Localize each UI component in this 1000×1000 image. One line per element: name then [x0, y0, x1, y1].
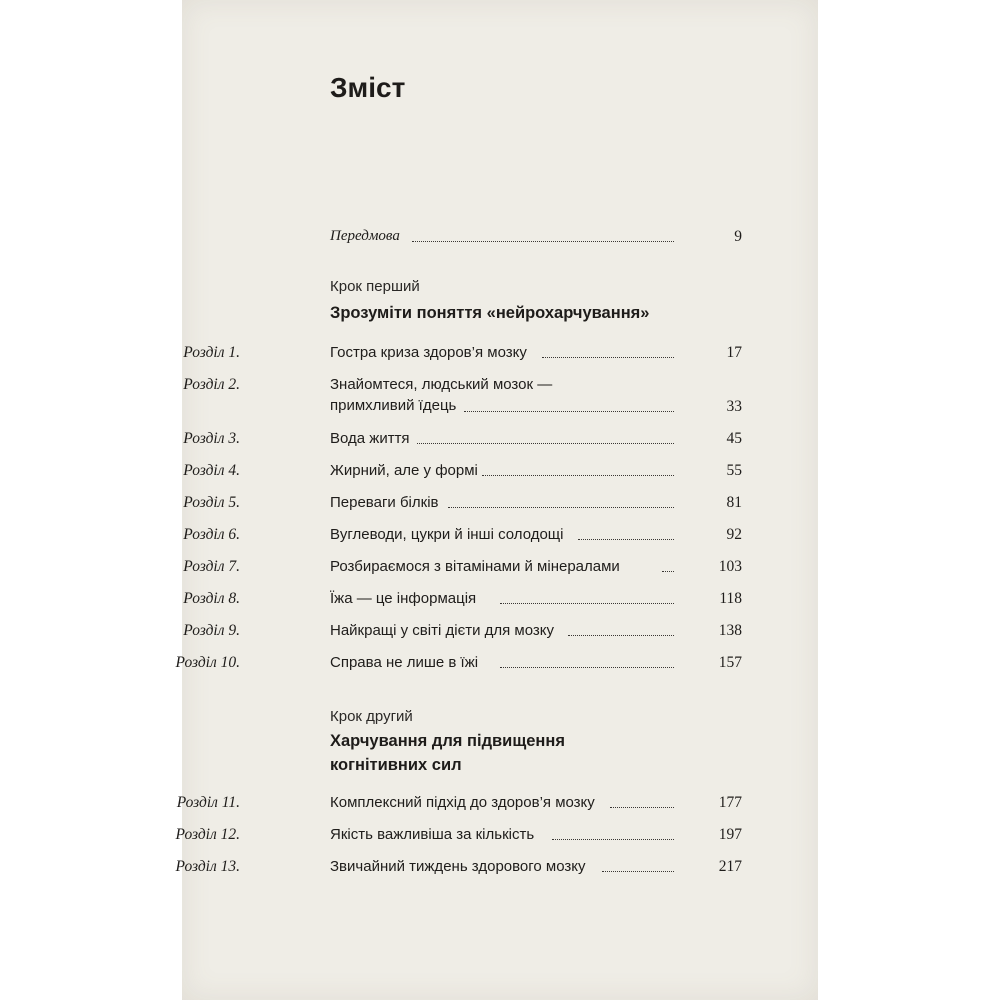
chapter-page: 118: [719, 590, 742, 607]
preface-page: 9: [734, 228, 742, 245]
chapter-page: 81: [726, 494, 742, 511]
toc-row-chapter-11: [176, 794, 742, 820]
chapter-label: Розділ 6.: [183, 526, 240, 543]
chapter-page: 17: [726, 344, 742, 361]
step2-kicker: Крок другий: [330, 708, 413, 725]
chapter-label: Розділ 5.: [183, 494, 240, 511]
chapter-label: Розділ 10.: [175, 654, 240, 671]
preface-title: Передмова: [330, 228, 400, 244]
chapter-label: Розділ 12.: [175, 826, 240, 843]
chapter-title: Вода життя: [330, 430, 410, 447]
chapter-title: Справа не лише в їжі: [330, 654, 479, 671]
toc-row-chapter-8: [182, 590, 742, 616]
toc-row-chapter-10: [175, 654, 742, 680]
chapter-title: Їжа — це інформація: [330, 590, 477, 607]
page-title: Зміст: [330, 72, 406, 103]
toc-row-preface: [182, 228, 742, 254]
toc-row-chapter-12: [175, 826, 742, 852]
dot-leader: [448, 505, 674, 508]
chapter-page: 92: [726, 526, 742, 543]
toc-row-chapter-9: [182, 622, 742, 648]
toc-row-chapter-3: [182, 430, 742, 456]
toc-row-chapter-13: [175, 858, 742, 884]
dot-leader: [500, 665, 674, 668]
dot-leader: [500, 601, 674, 604]
chapter-page: 45: [726, 430, 742, 447]
dot-leader: [482, 473, 674, 476]
chapter-label: Розділ 8.: [183, 590, 240, 607]
dot-leader: [662, 569, 674, 572]
chapter-page: 138: [718, 622, 742, 639]
chapter-page: 103: [718, 558, 742, 575]
toc-row-chapter-1: [182, 344, 742, 370]
step2-heading-line2: когнітивних сил: [330, 756, 462, 774]
chapter-title: Якість важливіша за кількість: [330, 826, 535, 843]
chapter-label: Розділ 1.: [183, 344, 240, 361]
dot-leader: [568, 633, 674, 636]
dot-leader: [412, 239, 674, 242]
dot-leader: [417, 441, 674, 444]
dot-leader: [552, 837, 674, 840]
chapter-page: 197: [718, 826, 742, 843]
chapter-label: Розділ 13.: [175, 858, 240, 875]
dot-leader: [542, 355, 674, 358]
dot-leader: [578, 537, 674, 540]
chapter-title: Знайомтеся, людський мозок —: [330, 376, 553, 393]
chapter-title-continuation: примхливий їдець: [330, 397, 457, 414]
chapter-page: 177: [718, 794, 742, 811]
dot-leader: [464, 409, 674, 412]
chapter-label: Розділ 9.: [183, 622, 240, 639]
chapter-page: 157: [718, 654, 742, 671]
chapter-label: Розділ 4.: [183, 462, 240, 479]
chapter-page: 217: [718, 858, 742, 875]
chapter-label: Розділ 3.: [183, 430, 240, 447]
chapter-title: Переваги білків: [330, 494, 439, 511]
chapter-label: Розділ 2.: [183, 376, 240, 393]
book-page: [175, 0, 818, 1000]
dot-leader: [610, 805, 674, 808]
chapter-title: Гостра криза здоров’я мозку: [330, 344, 527, 361]
toc-row-chapter-5: [182, 494, 742, 520]
toc-row-chapter-6: [182, 526, 742, 552]
chapter-title: Розбираємося з вітамінами й мінералами: [330, 558, 620, 575]
toc-row-chapter-7: [182, 558, 742, 584]
chapter-title: Вуглеводи, цукри й інші солодощі: [330, 526, 564, 543]
chapter-label: Розділ 11.: [176, 794, 240, 811]
toc-row-chapter-2-cont: [182, 398, 742, 424]
step1-kicker: Крок перший: [330, 278, 420, 295]
step2-heading-line1: Харчування для підвищення: [330, 732, 565, 750]
chapter-title: Комплексний підхід до здоров’я мозку: [330, 794, 595, 811]
chapter-page: 55: [726, 462, 742, 479]
step1-heading: Зрозуміти поняття «нейрохарчування»: [330, 304, 650, 322]
chapter-title: Звичайний тиждень здорового мозку: [330, 858, 586, 875]
chapter-label: Розділ 7.: [183, 558, 240, 575]
dot-leader: [602, 869, 674, 872]
chapter-title: Найкращі у світі дієти для мозку: [330, 622, 555, 639]
chapter-page: 33: [726, 398, 742, 415]
toc-row-chapter-4: [182, 462, 742, 488]
chapter-title: Жирний, але у формі: [330, 462, 478, 479]
